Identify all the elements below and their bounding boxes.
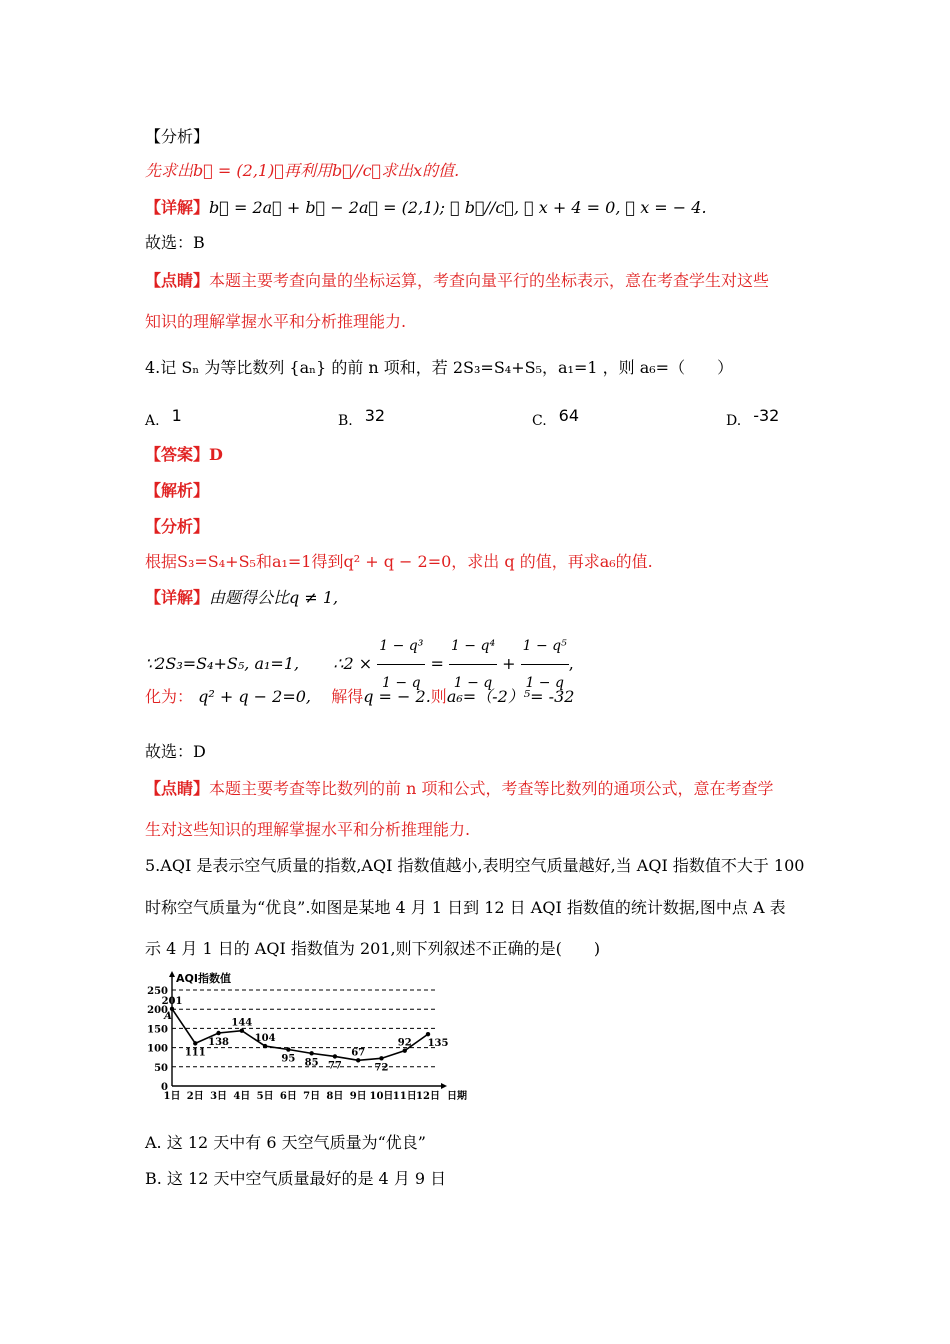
- option-label: C.: [532, 413, 547, 429]
- data-label: 85: [304, 1057, 319, 1069]
- option-value: 32: [364, 406, 386, 425]
- aqi-line-chart: [140, 968, 467, 1108]
- q5-option-a: A. 这 12 天中有 6 天空气质量为“优良”: [145, 1133, 426, 1152]
- q4-simplify-eq: q² + q − 2=0,: [198, 687, 312, 706]
- data-point: [403, 1048, 407, 1052]
- data-label: 72: [374, 1062, 389, 1074]
- q3-analysis-tag: 【分析】: [145, 127, 210, 146]
- data-label: 144: [231, 1017, 253, 1029]
- x-tick-label: 3日: [210, 1091, 228, 1102]
- x-tick-label: 5日: [256, 1091, 274, 1102]
- q5-stem-line3: 示 4 月 1 日的 AQI 指数值为 201,则下列叙述不正确的是( ): [145, 939, 601, 958]
- fraction-3-denominator: 1 − q: [525, 675, 564, 691]
- y-tick-label: 100: [147, 1043, 168, 1055]
- x-tick-label: 12日: [416, 1091, 440, 1102]
- data-label: 111: [184, 1047, 206, 1059]
- fraction-2-denominator: 1 − q: [453, 675, 493, 691]
- q4-answer: 【答案】D: [145, 445, 223, 464]
- data-point: [193, 1041, 197, 1045]
- q4-comment-row: [145, 778, 774, 800]
- data-point: [263, 1044, 267, 1048]
- fraction-1-numerator: 1 − q³: [377, 628, 425, 665]
- data-point: [286, 1047, 290, 1051]
- q3-detail-row: [145, 197, 707, 219]
- data-label: 135: [427, 1038, 449, 1050]
- q4-analysis-text: 根据S₃=S₄+S₅和a₁=1得到q² + q − 2=0，求出 q 的值，再求a₆的值.: [145, 552, 653, 571]
- q3-comment-line2: 知识的理解掌握水平和分析推理能力.: [145, 312, 407, 331]
- option-value: 1: [171, 406, 182, 425]
- q4-eq-left: ∵2S₃=S₄+S₅, a₁=1,: [145, 654, 300, 673]
- x-tick-label: 8日: [326, 1091, 344, 1102]
- q4-simplify-label: 化为：: [145, 687, 194, 706]
- q4-option-a: [145, 406, 182, 429]
- x-tick-label: 10日: [369, 1091, 394, 1102]
- data-point: [379, 1056, 383, 1060]
- q5-option-b: B. 这 12 天中空气质量最好的是 4 月 9 日: [145, 1169, 447, 1188]
- data-label: 201: [161, 995, 183, 1007]
- option-value: 64: [558, 406, 580, 425]
- q4-simplify-row: [145, 686, 574, 708]
- q3-choice: 故选：B: [145, 233, 205, 252]
- x-tick-label: 9日: [349, 1091, 367, 1102]
- q4-then-label: 则: [430, 687, 447, 706]
- fraction-2-numerator: 1 − q⁴: [449, 628, 497, 665]
- q4-solution-tag: 【解析】: [145, 481, 210, 500]
- x-tick-label: 6日: [279, 1091, 297, 1102]
- q4-solve-eq: q = − 2.: [363, 687, 431, 706]
- x-tick-label: 11日: [392, 1091, 417, 1102]
- q4-stem: 4.记 Sₙ 为等比数列 {aₙ} 的前 n 项和，若 2S₃=S₄+S₅，a₁=1 ，则 a₆=（ ）: [145, 358, 734, 377]
- data-label: 138: [208, 1037, 229, 1049]
- y-tick-label: 50: [154, 1062, 168, 1074]
- data-point: [216, 1031, 220, 1035]
- data-point: [240, 1029, 244, 1033]
- option-label: B.: [338, 413, 353, 429]
- data-point: [309, 1051, 313, 1055]
- q4-detail-tag: 【详解】: [145, 588, 210, 607]
- data-point: [356, 1058, 360, 1062]
- q4-analysis-tag: 【分析】: [145, 517, 210, 536]
- x-axis-arrow: [441, 1083, 447, 1089]
- data-point: [333, 1054, 337, 1058]
- fraction-3-numerator: 1 − q⁵: [521, 628, 569, 665]
- q4-comment-line1: 本题主要考查等比数列的前 n 项和公式，考查等比数列的通项公式，意在考查学: [209, 779, 774, 798]
- y-tick-label: 200: [147, 1005, 168, 1017]
- aqi-series-line: [172, 1009, 428, 1060]
- x-tick-label: 4日: [233, 1091, 251, 1102]
- q4-comment-line2: 生对这些知识的理解掌握水平和分析推理能力.: [145, 820, 471, 839]
- x-tick-label: 2日: [186, 1091, 204, 1102]
- data-label: 67: [351, 1047, 366, 1059]
- point-a-label: A: [164, 1010, 172, 1022]
- q3-detail-tag: 【详解】: [145, 198, 210, 217]
- x-tick-label: 7日: [303, 1091, 321, 1102]
- data-label: 104: [254, 1033, 276, 1045]
- option-label: A.: [145, 413, 160, 429]
- data-label: 77: [327, 1060, 342, 1072]
- x-tick-label: 1日: [163, 1091, 181, 1102]
- q4-option-d: [726, 406, 780, 429]
- y-axis-arrow: [169, 971, 175, 977]
- q4-choice: 故选：D: [145, 742, 206, 761]
- q3-comment-tag: 【点睛】: [145, 271, 210, 290]
- x-axis-label: 日期: [447, 1091, 467, 1102]
- q4-then-eq: a₆=（-2）⁵= -32: [446, 687, 575, 706]
- y-tick-label: 0: [161, 1082, 168, 1093]
- q3-comment-line1: 本题主要考查向量的坐标运算，考查向量平行的坐标表示，意在考查学生对这些: [209, 271, 770, 290]
- q4-solve-label: 解得: [331, 687, 364, 706]
- q5-stem-line1: 5.AQI 是表示空气质量的指数,AQI 指数值越小,表明空气质量越好,当 AQI 指数值不大于 100: [145, 856, 805, 875]
- q4-comment-tag: 【点睛】: [145, 779, 210, 798]
- fraction-1-denominator: 1 − q: [382, 675, 421, 691]
- q4-equation-row: ∵2S₃=S₄+S₅, a₁=1, ∴2 × $\frac{\text{1 − q³}}{1 - q}$ = $\frac{\text{1 − q⁴}}{1 - q}$ + $\frac{\text{1 − q⁵}}{1 - q}$ ,: [145, 628, 574, 701]
- q4-detail-text: 由题得公比q ≠ 1,: [209, 588, 339, 607]
- q4-eq-therefore: ∴2 ×: [333, 654, 373, 673]
- data-label: 95: [281, 1053, 296, 1065]
- q3-detail-text: b⃗ = 2a⃗ + b⃗ − 2a⃗ = (2,1); ∵ b⃗//c⃗, ∴ x + 4 = 0, ∴ x = − 4.: [209, 198, 707, 217]
- q4-detail-row: [145, 587, 338, 609]
- q3-comment-row: [145, 270, 769, 292]
- option-label: D.: [726, 413, 742, 429]
- q5-stem-line2: 时称空气质量为“优良”.如图是某地 4 月 1 日到 12 日 AQI 指数值的统计数据,图中点 A 表: [145, 898, 786, 917]
- y-tick-label: 150: [147, 1024, 168, 1036]
- data-label: 92: [397, 1037, 412, 1049]
- y-tick-label: 250: [147, 986, 168, 997]
- data-point: [426, 1032, 430, 1036]
- q4-option-c: [532, 406, 580, 429]
- option-value: -32: [753, 406, 780, 425]
- y-axis-label: AQI指数值: [176, 972, 231, 985]
- q3-analysis-text: 先求出b⃗ = (2,1)，再利用b⃗//c⃗求出x的值.: [145, 161, 460, 180]
- q4-option-b: [338, 406, 386, 429]
